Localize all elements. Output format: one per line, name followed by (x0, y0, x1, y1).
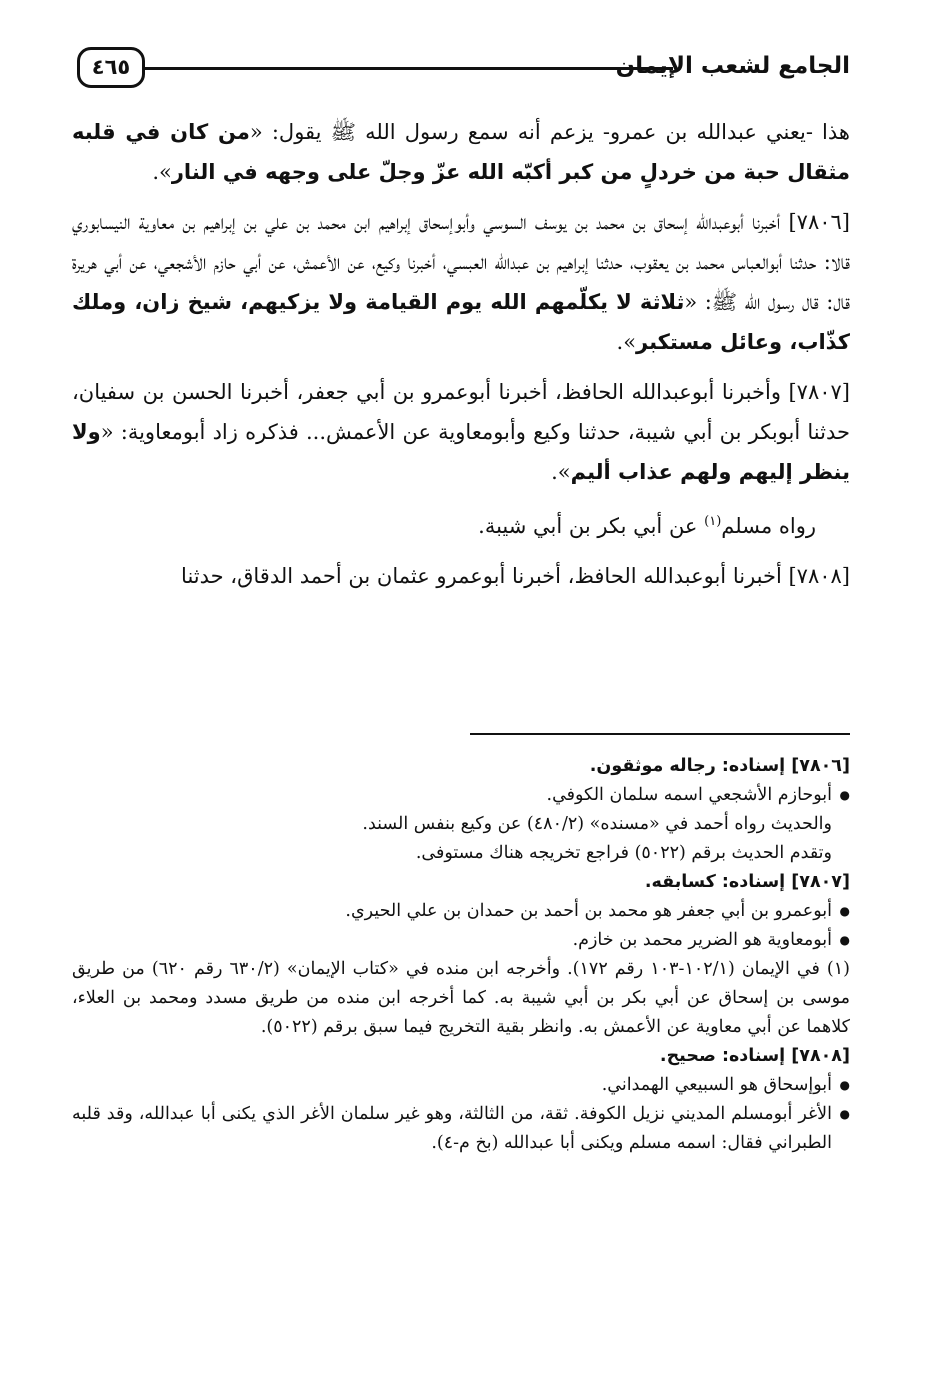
text-span: [٧٨٠٧] وأخبرنا أبوعبدالله الحافظ، أخبرنا أبوعمرو بن أبي جعفر، أخبرنا الحسن بن سفيان، حدثنا أبوبكر بن أبي شيبة، حدثنا وكيع وأبومعاوية عن الأعمش... فذكره زاد أبومعاوية: « (72, 380, 850, 444)
note-bullet: ● أبوإسحاق هو السبيعي الهمداني. (72, 1071, 850, 1100)
text-span: ». (551, 460, 571, 484)
note-bullet: ● أبومعاوية هو الضرير محمد بن خازم. (72, 926, 850, 955)
note-heading-7808: [٧٨٠٨] إسناده: صحيح. (659, 1046, 850, 1066)
note-line: وتقدم الحديث برقم (٥٠٢٢) فراجع تخريجه هناك مستوفى. (415, 843, 832, 863)
hadith-quote: من كان في قلبه مثقال حبة من خردلٍ من كبر أكبّه الله عزّ وجلّ على وجهه في النار (72, 120, 850, 184)
header-rule (145, 67, 673, 70)
hadith-quote: ولا ينظر إليهم ولهم عذاب أليم (72, 420, 850, 484)
main-text (72, 112, 850, 606)
text-span: هذا -يعني عبدالله بن عمرو- يزعم أنه سمع رسول الله ﷺ يقول: « (249, 120, 850, 144)
note-bullet: ● أبوعمرو بن أبي جعفر هو محمد بن أحمد بن حمدان بن علي الحيري. (72, 897, 850, 926)
note-line: والحديث رواه أحمد في «مسنده» (٤٨٠/٢) عن وكيع بنفس السند. (362, 814, 832, 834)
paragraph-muslim (72, 502, 850, 546)
text-span: ». (152, 160, 172, 184)
paragraph-7806 (72, 202, 850, 362)
footnotes (72, 752, 850, 1158)
text-span: عن أبي بكر بن أبي شيبة. (478, 514, 705, 538)
footnote-separator (470, 733, 850, 735)
text-span: ». (616, 330, 637, 354)
footnote-marker: (١) (704, 514, 722, 529)
note-bullet: ● الأغر أبومسلم المديني نزيل الكوفة. ثقة، من الثالثة، وهو غير سلمان الأغر الذي يكنى أبا عبدالله، وقد قلبه الطبراني فقال: اسمه مسلم ويكنى أبا عبدالله (بخ م-٤). (72, 1100, 850, 1158)
hadith-quote: ثلاثة لا يكلّمهم الله يوم القيامة ولا يزكيهم، شيخ زان، وملك كذّاب، وعائل مستكبر (72, 290, 850, 354)
page-number: ٤٦٥ (77, 47, 145, 88)
text-span: [٧٨٠٨] أخبرنا أبوعبدالله الحافظ، أخبرنا أبوعمرو عثمان بن أحمد الدقاق، حدثنا (181, 564, 850, 588)
text-span: رواه مسلم (721, 514, 816, 538)
note-heading-7806: [٧٨٠٦] إسناده: رجاله موثقون. (589, 756, 850, 776)
paragraph-hadith-1 (72, 112, 850, 192)
running-title: الجامع لشعب الإيمان (615, 53, 850, 79)
note-bullet: ● أبوحازم الأشجعي اسمه سلمان الكوفي. (72, 781, 850, 810)
text-span: [٧٨٠٦] أخبرنا أبوعبدالله إسحاق بن محمد بن يوسف السوسي وأبوإسحاق إبراهيم ابن محمد بن علي بن إبراهيم بن معاوية النيسابوري قالا: حدثنا أبوالعباس محمد بن يعقوب، حدثنا إبراهيم بن عبدالله العبسي، أخبرنا وكيع، عن الأعمش، عن أبي حازم الأشجعي، عن أبي هريرة قال: قال رسول الله ﷺ: « (72, 210, 850, 314)
paragraph-7808 (72, 556, 850, 596)
note-heading-7807: [٧٨٠٧] إسناده: كسابقه. (644, 872, 850, 892)
paragraph-7807 (72, 372, 850, 492)
footnote-1: (١) في الإيمان (١٠٢/١-١٠٣ رقم ١٧٢). وأخرجه ابن منده في «كتاب الإيمان» (٦٣٠/٢ رقم ٦٢٠) من طريق موسى بن إسحاق عن أبي بكر بن أبي شيبة به. كما أخرجه ابن منده من طريق مسدد ومحمد بن العلاء، كلاهما عن أبي معاوية عن الأعمش به. وانظر بقية التخريج فيما سبق برقم (٥٠٢٢). (72, 959, 850, 1037)
